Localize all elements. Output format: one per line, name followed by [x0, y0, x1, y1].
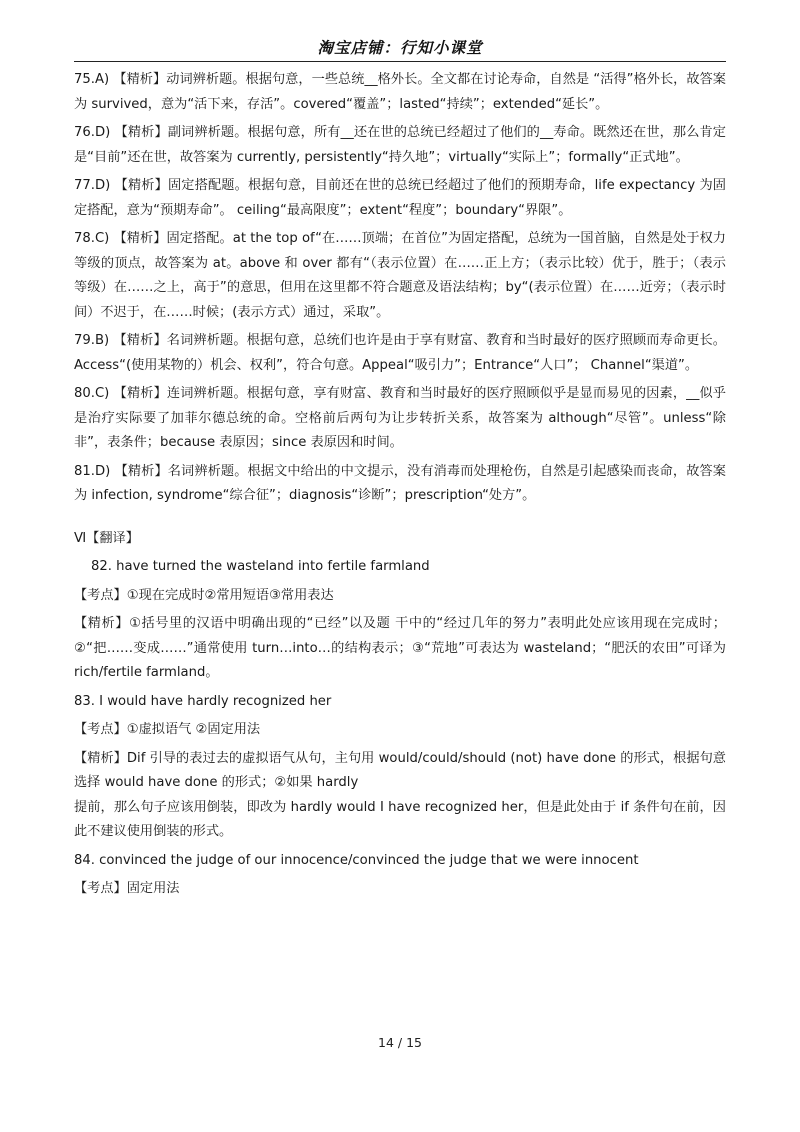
- answer-84: 84. convinced the judge of our innocence/convinced the judge that we were innocent: [74, 852, 639, 868]
- header-divider: [74, 61, 726, 62]
- answer-82-point: 【考点】①现在完成时②常用短语③常用表达: [74, 587, 334, 603]
- answer-80: 80.C) 【精析】连词辨析题。根据句意，享有财富、教育和当时最好的医疗照顾似乎是显而易见的因素，__似乎是治疗实际要了加菲尔德总统的命。空格前后两句为让步转折关系，故答案为 although“尽管”。unless“除非”，表条件；because 表原因；since 表原因和时间。: [74, 386, 726, 450]
- answer-83-analysis: 【精析】Dif 引导的表过去的虚拟语气从句，主句用 would/could/should (not) have done 的形式，根据句意选择 would have done 的形式；②如果 hardly 提前，那么句子应该用倒装，即改为 hardly would I have recognized her，但是此处由于 if 条件句在前，因此不建议使用倒装的形式。: [74, 750, 726, 839]
- section-heading-translation: Ⅵ【翻译】: [74, 530, 139, 546]
- answer-78: 78.C) 【精析】固定搭配。at the top of“在……顶端；在首位”为固定搭配，总统为一国首脑，自然是处于权力等级的顶点，故答案为 at。above 和 over 都有“（表示位置）在……正上方；（表示比较）优于，胜于；（表示等级）在……之上，高于”的意思，但用在这里都不符合题意及语法结构；by“(表示位置）在……近旁；（表示时间）不迟于，在……时候；(表示方式）通过，采取”。: [74, 231, 726, 320]
- answer-79: 79.B) 【精析】名词辨析题。根据句意，总统们也许是由于享有财富、教育和当时最好的医疗照顾而寿命更长。Access“(使用某物的）机会、权利”，符合句意。Appeal“吸引力”；Entrance“人口”； Channel“渠道”。: [74, 333, 726, 373]
- answer-83: 83. I would have hardly recognized her: [74, 693, 332, 709]
- answer-75: 75.A) 【精析】动词辨析题。根据句意，一些总统__格外长。全文都在讨论寿命，自然是 “活得”格外长，故答案为 survived，意为“活下来，存活”。covered“覆盖”；lasted“持续”；extended“延长”。: [74, 72, 726, 112]
- spacer: [74, 513, 726, 527]
- answer-82-analysis: 【精析】①括号里的汉语中明确出现的“已经”以及题 干中的“经过几年的努力”表明此处应该用现在完成时；②“把……变成……”通常使用 turn…into…的结构表示；③“荒地”可表达为 wasteland；“肥沃的农田”可译为 rich/fertile farmland。: [74, 616, 726, 680]
- answer-84-point: 【考点】固定用法: [74, 881, 180, 896]
- answer-81: 81.D) 【精析】名词辨析题。根据文中给出的中文提示，没有消毒而处理枪伤，自然是引起感染而丧命，故答案为 infection, syndrome“综合征”；diagnosis“诊断”；prescription“处方”。: [74, 463, 726, 503]
- page-number: 14 / 15: [378, 1035, 422, 1050]
- answer-76: 76.D) 【精析】副词辨析题。根据句意，所有__还在世的总统已经超过了他们的__寿命。既然还在世，那么肯定是“目前”还在世，故答案为 currently, persistently“持久地”；virtually“实际上”；formally“正式地”。: [74, 125, 726, 165]
- answer-83-point: 【考点】①虚拟语气 ②固定用法: [74, 722, 261, 737]
- answer-77: 77.D) 【精析】固定搭配题。根据句意，目前还在世的总统已经超过了他们的预期寿命，life expectancy 为固定搭配，意为“预期寿命”。 ceiling“最高限度”；extent“程度”；boundary“界限”。: [74, 178, 726, 218]
- document-body: [74, 68, 726, 906]
- answer-82: 82. have turned the wasteland into fertile farmland: [91, 559, 430, 574]
- page-header: 淘宝店铺：行知小课堂: [317, 39, 483, 57]
